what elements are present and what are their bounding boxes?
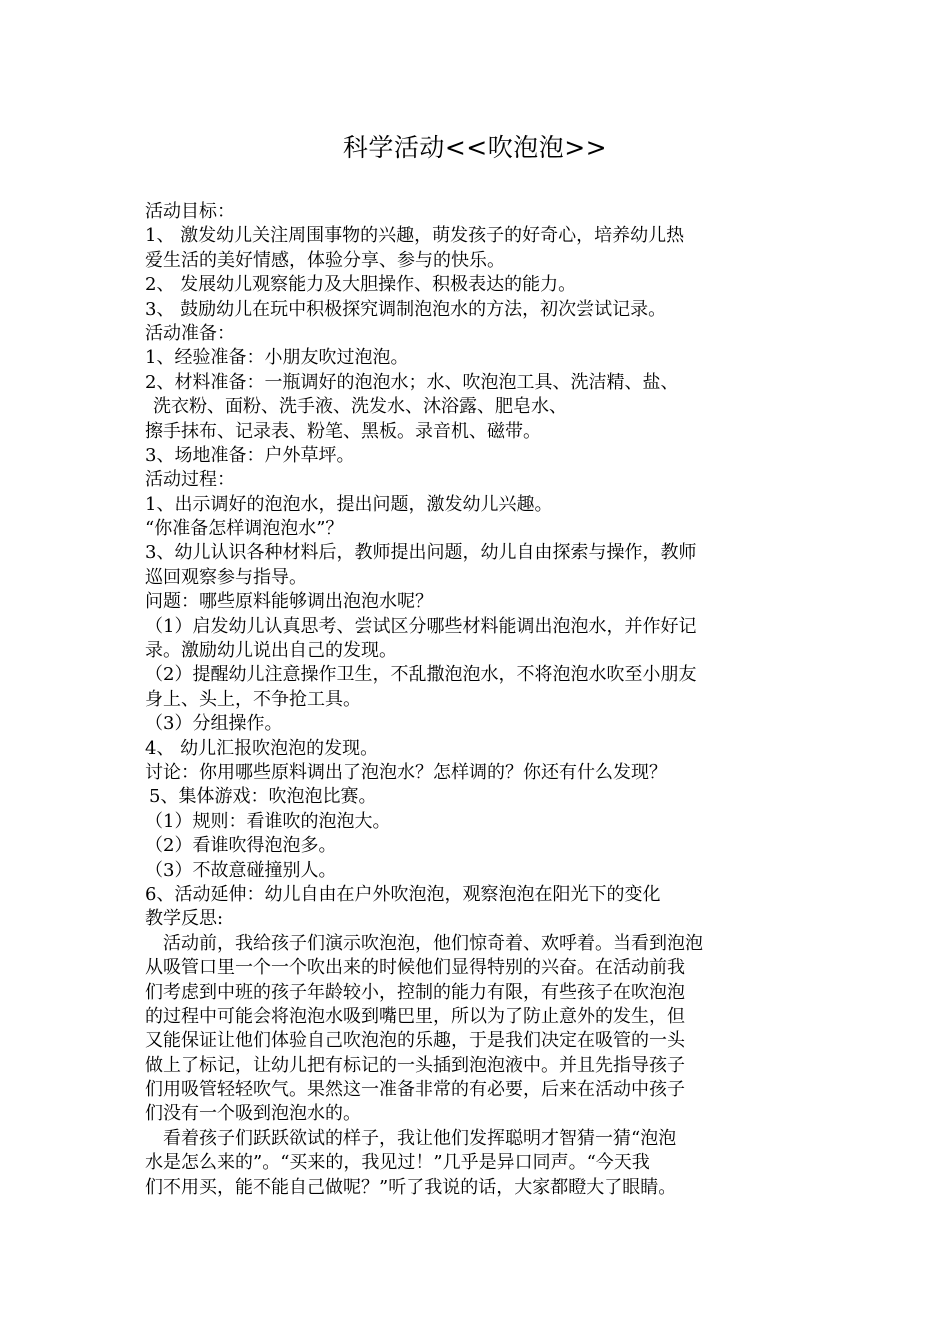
text-line: 的过程中可能会将泡泡水吸到嘴巴里，所以为了防止意外的发生，但: [145, 1005, 685, 1027]
section-heading-preparation: 活动准备：: [145, 322, 235, 344]
text-line: 讨论：你用哪些原料调出了泡泡水？怎样调的？你还有什么发现？: [145, 761, 667, 783]
text-line: （2）提醒幼儿注意操作卫生，不乱撒泡泡水，不将泡泡水吹至小朋友: [145, 664, 697, 686]
text-line: 1、经验准备：小朋友吹过泡泡。: [145, 347, 409, 369]
text-line: 们用吸管轻轻吹气。果然这一准备非常的有必要，后来在活动中孩子: [145, 1079, 685, 1101]
text-line: 们考虑到中班的孩子年龄较小，控制的能力有限，有些孩子在吹泡泡: [145, 981, 685, 1003]
document-title: 科学活动<<吹泡泡>>: [342, 133, 608, 162]
text-line: （3）分组操作。: [145, 713, 283, 735]
text-line: 爱生活的美好情感，体验分享、参与的快乐。: [145, 249, 505, 271]
text-line: 6、活动延伸：幼儿自由在户外吹泡泡，观察泡泡在阳光下的变化: [145, 883, 661, 905]
text-line: 3、 鼓励幼儿在玩中积极探究调制泡泡水的方法，初次尝试记录。: [145, 298, 667, 320]
text-line: 1、 激发幼儿关注周围事物的兴趣，萌发孩子的好奇心，培养幼儿热: [145, 225, 685, 247]
text-line: （3）不故意碰撞别人。: [145, 859, 337, 881]
text-line: 1、出示调好的泡泡水，提出问题，激发幼儿兴趣。: [145, 493, 553, 515]
text-line: 们没有一个吸到泡泡水的。: [145, 1103, 361, 1125]
text-line: 们不用买，能不能自己做呢？”听了我说的话，大家都瞪大了眼睛。: [145, 1176, 677, 1198]
text-line: 看着孩子们跃跃欲试的样子，我让他们发挥聪明才智猜一猜“泡泡: [145, 1127, 677, 1149]
text-line: （2）看谁吹得泡泡多。: [145, 835, 337, 857]
text-line: 3、幼儿认识各种材料后，教师提出问题，幼儿自由探索与操作，教师: [145, 542, 697, 564]
text-line: 身上、头上，不争抢工具。: [145, 688, 361, 710]
document-body: [145, 200, 815, 1200]
text-line: 洗衣粉、面粉、洗手液、洗发水、沐浴露、肥皂水、: [153, 396, 567, 418]
text-line: 做上了标记，让幼儿把有标记的一头插到泡泡液中。并且先指导孩子: [145, 1054, 685, 1076]
text-line: 又能保证让他们体验自己吹泡泡的乐趣，于是我们决定在吸管的一头: [145, 1030, 685, 1052]
text-line: 擦手抹布、记录表、粉笔、黑板。录音机、磁带。: [145, 420, 541, 442]
text-line: 水是怎么来的”。“买来的，我见过！”几乎是异口同声。“今天我: [145, 1152, 650, 1174]
text-line: 5、集体游戏：吹泡泡比赛。: [149, 786, 377, 808]
text-line: 从吸管口里一个一个吹出来的时候他们显得特别的兴奋。在活动前我: [145, 957, 685, 979]
text-line: 问题：哪些原料能够调出泡泡水呢？: [145, 591, 433, 613]
text-line: 活动前，我给孩子们演示吹泡泡，他们惊奇着、欢呼着。当看到泡泡: [145, 932, 703, 954]
text-line: （1）启发幼儿认真思考、尝试区分哪些材料能调出泡泡水，并作好记: [145, 615, 697, 637]
text-line: 录。激励幼儿说出自己的发现。: [145, 640, 397, 662]
text-line: 4、 幼儿汇报吹泡泡的发现。: [145, 737, 379, 759]
section-heading-process: 活动过程：: [145, 469, 235, 491]
text-line: “你准备怎样调泡泡水”？: [145, 518, 344, 540]
text-line: 巡回观察参与指导。: [145, 566, 307, 588]
text-line: 2、 发展幼儿观察能力及大胆操作、积极表达的能力。: [145, 274, 577, 296]
text-line: 2、材料准备：一瓶调好的泡泡水；水、吹泡泡工具、洗洁精、盐、: [145, 371, 679, 393]
text-line: （1）规则：看谁吹的泡泡大。: [145, 810, 391, 832]
section-heading-reflection: 教学反思:: [145, 908, 224, 930]
section-heading-goals: 活动目标：: [145, 201, 235, 222]
text-line: 3、场地准备：户外草坪。: [145, 444, 355, 466]
